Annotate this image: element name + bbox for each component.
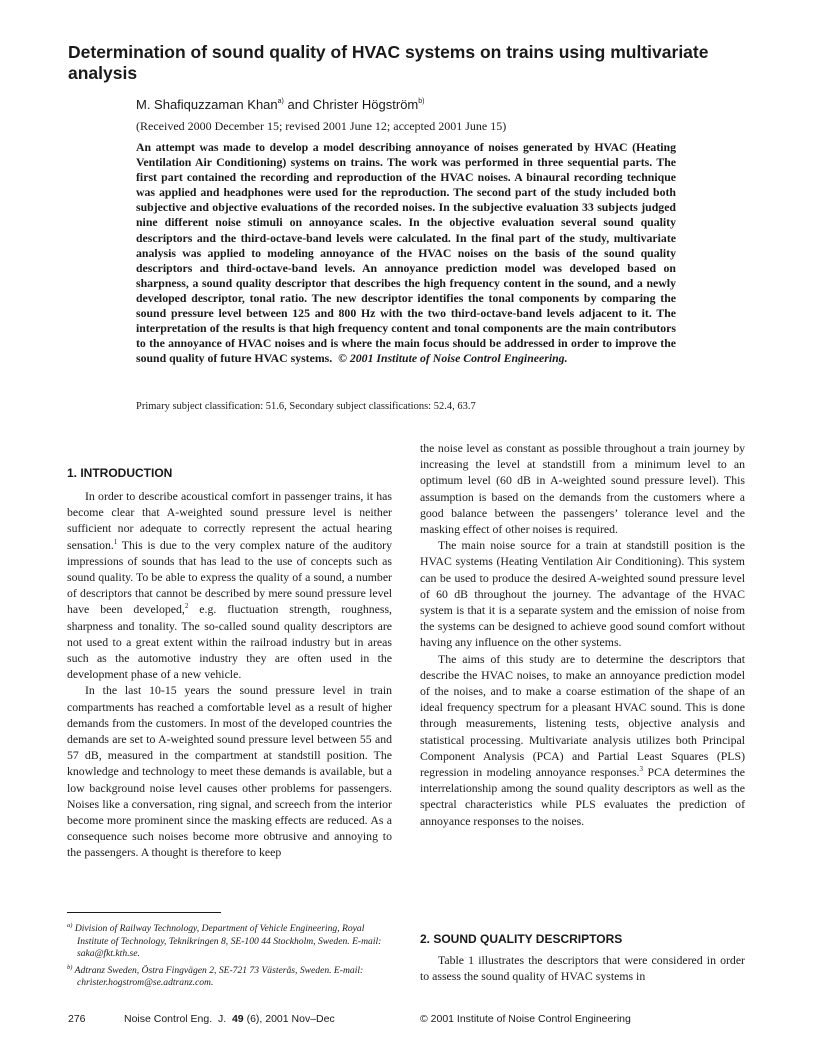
- footnote-b-text: Adtranz Sweden, Östra Fingvägen 2, SE-721 73 Västerås, Sweden. E-mail: christer.hogstrom@se.adtranz.com.: [74, 964, 364, 988]
- introduction-paragraph-2: In the last 10-15 years the sound pressure level in train compartments has reached a comfortable level as a result of higher demands from the customers. In most of the developed countries the demands are set to A-weighted sound pressure level between 55 and 57 dB, measured in the compartment at standstill position. The knowledge and technology to meet these demands is available, but a low background noise level causes other problems for passengers. Noises like a conversation, ring signal, and screech from the interior become more prominent since the masking effects are reduced. As a consequence such noises become more obtrusive and annoying to the passengers. A thought is therefore to keep: [67, 683, 392, 860]
- article-title: Determination of sound quality of HVAC systems on trains using multivariate analysis: [68, 42, 709, 83]
- footnote-a: [67, 920, 387, 961]
- sound-quality-heading: 2. SOUND QUALITY DESCRIPTORS: [420, 932, 623, 946]
- introduction-paragraph-4: [420, 651, 745, 829]
- text-run: The aims of this study are to determine the descriptors that describe the HVAC noises, to make an annoyance prediction model of the noises, and to make a coarse estimation of the shape of an ideal frequency spectrum for a pleasant HVAC sound. This is done through measurements, listening tests, objective analysis and statistical processing. Multivariate analysis utilizes both Principal Component Analysis (PCA) and Partial Least Squares (PLS) regression in modeling annoyance responses.: [420, 651, 745, 780]
- text-run: PCA determines the interrelationship among the sound quality descriptors as well as the spectral characteristics while PLS evaluates the prediction of annoyance responses to the noises.: [420, 765, 745, 828]
- author-2-affiliation-mark: b): [418, 98, 425, 105]
- subject-classification: Primary subject classification: 51.6, Secondary subject classifications: 52.4, 63.7: [136, 401, 476, 412]
- reference-mark: 1: [113, 537, 118, 546]
- introduction-paragraph-3: The main noise source for a train at standstill position is the HVAC systems (Heating Ventilation Air Conditioning). This system can be used to produce the desired A-weighted sound pressure level of 60 dB throughout the journey. The advantage of the HVAC system is that it is a separate system and the emission of noise from the systems can be designed to achieve good sound comfort without having any influence on the other systems.: [420, 538, 745, 650]
- received-dates: (Received 2000 December 15; revised 2001 June 12; accepted 2001 June 15): [136, 119, 507, 133]
- author-2: Christer Högström: [312, 97, 419, 112]
- journal-issue-date: (6), 2001 Nov–Dec: [243, 1013, 335, 1025]
- author-separator: and: [283, 97, 313, 112]
- text-run: This is due to the very complex nature of the auditory impressions of sounds that has lead to the use of concepts such as sound quality. To be able to express the quality of a sound, a number of descriptors that cannot be described by mere sound pressure level have been developed,: [67, 537, 392, 617]
- footnote-a-mark: a): [67, 922, 73, 929]
- footer-copyright: © 2001 Institute of Noise Control Engineering: [420, 1013, 631, 1025]
- text-run: In order to describe acoustical comfort in passenger trains, it has become clear that A-weighted sound pressure level is neither sufficient nor adequate to correctly represent the actual hearing sensation.: [67, 489, 392, 552]
- footnotes: [67, 920, 387, 991]
- right-column: [420, 440, 745, 829]
- journal-name: Noise Control Eng. J.: [124, 1013, 232, 1025]
- introduction-heading: 1. INTRODUCTION: [67, 466, 173, 480]
- footnote-a-text: Division of Railway Technology, Department of Vehicle Engineering, Royal Institute of Technology, Teknikringen 8, SE-100 44 Stockholm, Sweden. E-mail: saka@fkt.kth.se.: [74, 923, 382, 959]
- footnote-b-mark: b): [67, 963, 73, 971]
- author-1: M. Shafiquzzaman Khan: [136, 97, 278, 112]
- page-number: 276: [68, 1013, 86, 1025]
- journal-volume: 49: [231, 1013, 244, 1025]
- sound-quality-paragraph-1: Table 1 illustrates the descriptors that were considered in order to assess the sound quality of HVAC systems in: [420, 953, 745, 984]
- reference-mark: 2: [184, 602, 189, 611]
- abstract-copyright: © 2001 Institute of Noise Control Engineering.: [338, 351, 568, 366]
- author-1-affiliation-mark: a): [277, 98, 284, 105]
- journal-citation: [124, 1013, 335, 1026]
- abstract: [136, 140, 676, 366]
- footnote-b: [67, 962, 387, 990]
- introduction-paragraph-2-continued: the noise level as constant as possible throughout a train journey by increasing the level at standstill from a minimum level to an optimum level (60 dB in A-weighted sound pressure level). This assumption is based on the demands from the customers where a good balance between the passengers’ tolerance level and the masking effect of other noises is required.: [420, 441, 745, 537]
- author-line: [136, 94, 425, 113]
- abstract-text: An attempt was made to develop a model describing annoyance of noises generated by HVAC (Heating Ventilation Air Conditioning) systems on trains. The work was performed in three sequential parts. The first part contained the recording and reproduction of the HVAC noises. A binaural recording technique was applied and headphones were used for the reproduction. The second part of the study included both subjective and objective evaluations of the recorded noises. In the subjective evaluation 33 subjects judged nine different noise stimuli on annoyance scales. In the objective evaluation several sound quality descriptors and the third-octave-band levels were calculated. In the final part of the study, multivariate analysis was applied to modeling annoyance of the HVAC noises on the basis of the sound quality descriptors and third-octave-band levels. An annoyance prediction model was developed based on sharpness, a sound quality descriptor that describes the high frequency content in the sound, and a newly developed descriptor, tonal ratio. The new descriptor identifies the tonal components by comparing the sound pressure level between 125 and 800 Hz with the two third-octave-band levels adjacent to it. The interpretation of the results is that high frequency content and tonal components are the main contributors to the annoyance of HVAC noises and is where the main focus should be addressed in order to improve the sound quality of future HVAC systems.: [136, 140, 676, 366]
- text-run: e.g. fluctuation strength, roughness, sharpness and tonality. The so-called sound quality descriptors are not used to a great extent within the railroad industry but in areas such as the automotive industry they are often used in the development phase of a new vehicle.: [67, 602, 392, 682]
- introduction-paragraph-1: [67, 488, 392, 682]
- left-column: [67, 465, 392, 861]
- sound-quality-section: [420, 952, 745, 984]
- footnote-divider: [67, 912, 221, 913]
- reference-mark: 3: [639, 765, 643, 774]
